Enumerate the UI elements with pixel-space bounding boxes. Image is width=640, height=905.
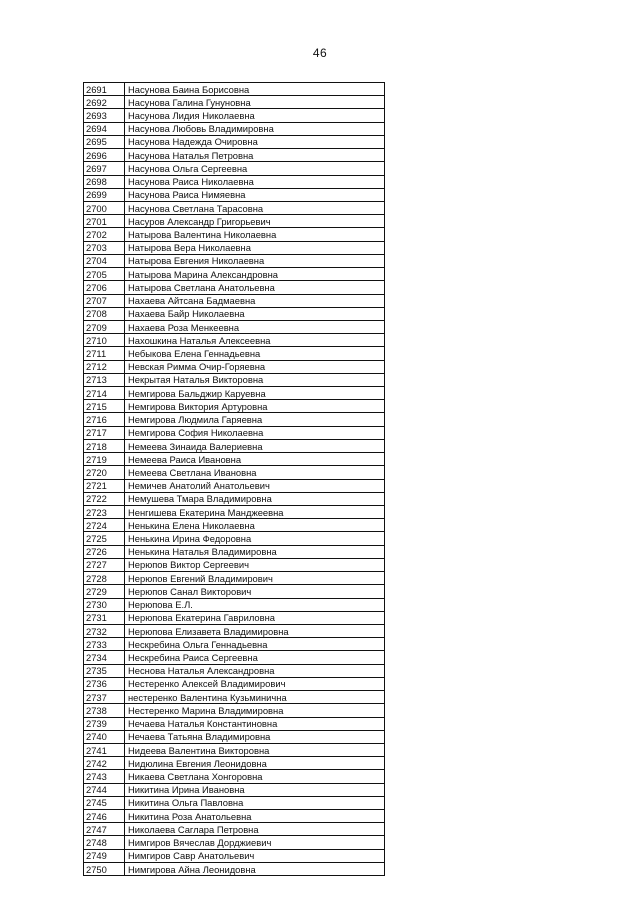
row-number-cell: 2702	[84, 228, 125, 241]
row-number-cell: 2735	[84, 664, 125, 677]
row-number-cell: 2714	[84, 387, 125, 400]
table-row	[84, 135, 385, 148]
full-name-cell: Натырова Светлана Анатольевна	[125, 281, 385, 294]
row-number-cell: 2708	[84, 307, 125, 320]
table-row	[84, 532, 385, 545]
table-row	[84, 162, 385, 175]
row-number-cell: 2742	[84, 757, 125, 770]
full-name-cell: Нескребина Раиса Сергеевна	[125, 651, 385, 664]
table-row	[84, 611, 385, 624]
table-row	[84, 796, 385, 809]
full-name-cell: Натырова Вера Николаевна	[125, 241, 385, 254]
full-name-cell: Немгирова Виктория Артуровна	[125, 400, 385, 413]
table-row	[84, 506, 385, 519]
table-row	[84, 466, 385, 479]
row-number-cell: 2716	[84, 413, 125, 426]
row-number-cell: 2738	[84, 704, 125, 717]
row-number-cell: 2739	[84, 717, 125, 730]
row-number-cell: 2699	[84, 188, 125, 201]
table-row	[84, 519, 385, 532]
table-row	[84, 743, 385, 756]
full-name-cell: Нахошкина Наталья Алексеевна	[125, 334, 385, 347]
full-name-cell: Нерюпов Виктор Сергеевич	[125, 558, 385, 571]
table-row	[84, 149, 385, 162]
row-number-cell: 2748	[84, 836, 125, 849]
full-name-cell: Нидюлина Евгения Леонидовна	[125, 757, 385, 770]
full-name-cell: Нимгиров Савр Анатольевич	[125, 849, 385, 862]
row-number-cell: 2691	[84, 83, 125, 96]
full-name-cell: Нидеева Валентина Викторовна	[125, 743, 385, 756]
table-row	[84, 691, 385, 704]
full-name-cell: Насунова Галина Гунуновна	[125, 96, 385, 109]
table-row	[84, 307, 385, 320]
table-row	[84, 492, 385, 505]
full-name-cell: Нерюпов Евгений Владимирович	[125, 572, 385, 585]
row-number-cell: 2734	[84, 651, 125, 664]
row-number-cell: 2701	[84, 215, 125, 228]
full-name-cell: Насунова Наталья Петровна	[125, 149, 385, 162]
row-number-cell: 2744	[84, 783, 125, 796]
row-number-cell: 2694	[84, 122, 125, 135]
row-number-cell: 2726	[84, 545, 125, 558]
row-number-cell: 2732	[84, 624, 125, 637]
table-row	[84, 651, 385, 664]
table-row	[84, 83, 385, 96]
full-name-cell: нестеренко Валентина Кузьминична	[125, 691, 385, 704]
row-number-cell: 2695	[84, 135, 125, 148]
full-name-cell: Насунова Любовь Владимировна	[125, 122, 385, 135]
row-number-cell: 2730	[84, 598, 125, 611]
table-row	[84, 175, 385, 188]
full-name-cell: Немгирова Людмила Гаряевна	[125, 413, 385, 426]
full-name-cell: Нерюпова Екатерина Гавриловна	[125, 611, 385, 624]
row-number-cell: 2719	[84, 453, 125, 466]
row-number-cell: 2727	[84, 558, 125, 571]
table-row	[84, 96, 385, 109]
row-number-cell: 2724	[84, 519, 125, 532]
full-name-cell: Насунова Надежда Очировна	[125, 135, 385, 148]
row-number-cell: 2725	[84, 532, 125, 545]
full-name-cell: Никитина Роза Анатольевна	[125, 810, 385, 823]
full-name-cell: Ненькина Наталья Владимировна	[125, 545, 385, 558]
table-row	[84, 545, 385, 558]
table-row	[84, 241, 385, 254]
table-row	[84, 849, 385, 862]
table-row	[84, 585, 385, 598]
full-name-cell: Натырова Марина Александровна	[125, 268, 385, 281]
table-row	[84, 215, 385, 228]
row-number-cell: 2741	[84, 743, 125, 756]
row-number-cell: 2740	[84, 730, 125, 743]
full-name-cell: Небыкова Елена Геннадьевна	[125, 347, 385, 360]
row-number-cell: 2743	[84, 770, 125, 783]
row-number-cell: 2720	[84, 466, 125, 479]
table-row	[84, 281, 385, 294]
full-name-cell: Никитина Ирина Ивановна	[125, 783, 385, 796]
table-row	[84, 823, 385, 836]
full-name-cell: Невская Римма Очир-Горяевна	[125, 360, 385, 373]
full-name-cell: Насуров Александр Григорьевич	[125, 215, 385, 228]
table-row	[84, 862, 385, 875]
table-row	[84, 122, 385, 135]
row-number-cell: 2704	[84, 254, 125, 267]
row-number-cell: 2692	[84, 96, 125, 109]
full-name-cell: Нестеренко Алексей Владимирович	[125, 677, 385, 690]
table-row	[84, 598, 385, 611]
table-row	[84, 704, 385, 717]
full-name-cell: Нерюпов Санал Викторович	[125, 585, 385, 598]
full-name-cell: Нечаева Наталья Константиновна	[125, 717, 385, 730]
row-number-cell: 2703	[84, 241, 125, 254]
table-row	[84, 836, 385, 849]
full-name-cell: Нерюпова Е.Л.	[125, 598, 385, 611]
row-number-cell: 2747	[84, 823, 125, 836]
row-number-cell: 2712	[84, 360, 125, 373]
full-name-cell: Ненькина Елена Николаевна	[125, 519, 385, 532]
full-name-cell: Немушева Тмара Владимировна	[125, 492, 385, 505]
row-number-cell: 2723	[84, 506, 125, 519]
table-row	[84, 664, 385, 677]
full-name-cell: Немеева Светлана Ивановна	[125, 466, 385, 479]
full-name-cell: Насунова Ольга Сергеевна	[125, 162, 385, 175]
row-number-cell: 2750	[84, 862, 125, 875]
full-name-cell: Никаева Светлана Хонгоровна	[125, 770, 385, 783]
table-row	[84, 400, 385, 413]
full-name-cell: Неснова Наталья Александровна	[125, 664, 385, 677]
table-row	[84, 188, 385, 201]
full-name-cell: Натырова Евгения Николаевна	[125, 254, 385, 267]
table-row	[84, 638, 385, 651]
row-number-cell: 2693	[84, 109, 125, 122]
full-name-cell: Насунова Раиса Нимяевна	[125, 188, 385, 201]
table-row	[84, 453, 385, 466]
row-number-cell: 2697	[84, 162, 125, 175]
table-row	[84, 334, 385, 347]
full-name-cell: Немеева Раиса Ивановна	[125, 453, 385, 466]
row-number-cell: 2706	[84, 281, 125, 294]
row-number-cell: 2733	[84, 638, 125, 651]
row-number-cell: 2736	[84, 677, 125, 690]
table-row	[84, 717, 385, 730]
full-name-cell: Немичев Анатолий Анатольевич	[125, 479, 385, 492]
table-row	[84, 558, 385, 571]
row-number-cell: 2715	[84, 400, 125, 413]
full-name-cell: Насунова Раиса Николаевна	[125, 175, 385, 188]
full-name-cell: Немгирова Бальджир Каруевна	[125, 387, 385, 400]
full-name-cell: Нахаева Айтсана Бадмаевна	[125, 294, 385, 307]
table-row	[84, 439, 385, 452]
row-number-cell: 2737	[84, 691, 125, 704]
table-row	[84, 413, 385, 426]
full-name-cell: Немеева Зинаида Валериевна	[125, 439, 385, 452]
row-number-cell: 2710	[84, 334, 125, 347]
row-number-cell: 2696	[84, 149, 125, 162]
full-name-cell: Нахаева Байр Николаевна	[125, 307, 385, 320]
full-name-cell: Немгирова София Николаевна	[125, 426, 385, 439]
full-name-cell: Насунова Светлана Тарасовна	[125, 201, 385, 214]
table-row	[84, 320, 385, 333]
table-row	[84, 810, 385, 823]
row-number-cell: 2718	[84, 439, 125, 452]
full-name-cell: Николаева Саглара Петровна	[125, 823, 385, 836]
full-name-cell: Ненькина Ирина Федоровна	[125, 532, 385, 545]
full-name-cell: Нимгиров Вячеслав Дорджиевич	[125, 836, 385, 849]
full-name-cell: Некрытая Наталья Викторовна	[125, 373, 385, 386]
table-row	[84, 109, 385, 122]
full-name-cell: Никитина Ольга Павловна	[125, 796, 385, 809]
table-row	[84, 572, 385, 585]
row-number-cell: 2717	[84, 426, 125, 439]
row-number-cell: 2731	[84, 611, 125, 624]
row-number-cell: 2749	[84, 849, 125, 862]
row-number-cell: 2711	[84, 347, 125, 360]
table-row	[84, 677, 385, 690]
table-row	[84, 426, 385, 439]
row-number-cell: 2698	[84, 175, 125, 188]
table-row	[84, 294, 385, 307]
table-row	[84, 757, 385, 770]
registry-table-body	[84, 83, 385, 876]
row-number-cell: 2728	[84, 572, 125, 585]
page-number: 46	[312, 46, 328, 60]
row-number-cell: 2722	[84, 492, 125, 505]
row-number-cell: 2745	[84, 796, 125, 809]
full-name-cell: Нестеренко Марина Владимировна	[125, 704, 385, 717]
table-row	[84, 360, 385, 373]
table-row	[84, 228, 385, 241]
full-name-cell: Нимгирова Айна Леонидовна	[125, 862, 385, 875]
table-row	[84, 624, 385, 637]
row-number-cell: 2729	[84, 585, 125, 598]
table-row	[84, 730, 385, 743]
table-row	[84, 479, 385, 492]
full-name-cell: Нескребина Ольга Геннадьевна	[125, 638, 385, 651]
row-number-cell: 2746	[84, 810, 125, 823]
table-row	[84, 770, 385, 783]
registry-table	[83, 82, 385, 876]
table-row	[84, 347, 385, 360]
row-number-cell: 2705	[84, 268, 125, 281]
full-name-cell: Насунова Лидия Николаевна	[125, 109, 385, 122]
table-row	[84, 387, 385, 400]
table-row	[84, 254, 385, 267]
row-number-cell: 2713	[84, 373, 125, 386]
row-number-cell: 2707	[84, 294, 125, 307]
full-name-cell: Нахаева Роза Менкеевна	[125, 320, 385, 333]
full-name-cell: Нерюпова Елизавета Владимировна	[125, 624, 385, 637]
row-number-cell: 2721	[84, 479, 125, 492]
table-row	[84, 783, 385, 796]
table-row	[84, 268, 385, 281]
row-number-cell: 2700	[84, 201, 125, 214]
full-name-cell: Ненгишева Екатерина Манджеевна	[125, 506, 385, 519]
table-row	[84, 373, 385, 386]
full-name-cell: Насунова Баина Борисовна	[125, 83, 385, 96]
full-name-cell: Нечаева Татьяна Владимировна	[125, 730, 385, 743]
full-name-cell: Натырова Валентина Николаевна	[125, 228, 385, 241]
table-row	[84, 201, 385, 214]
row-number-cell: 2709	[84, 320, 125, 333]
